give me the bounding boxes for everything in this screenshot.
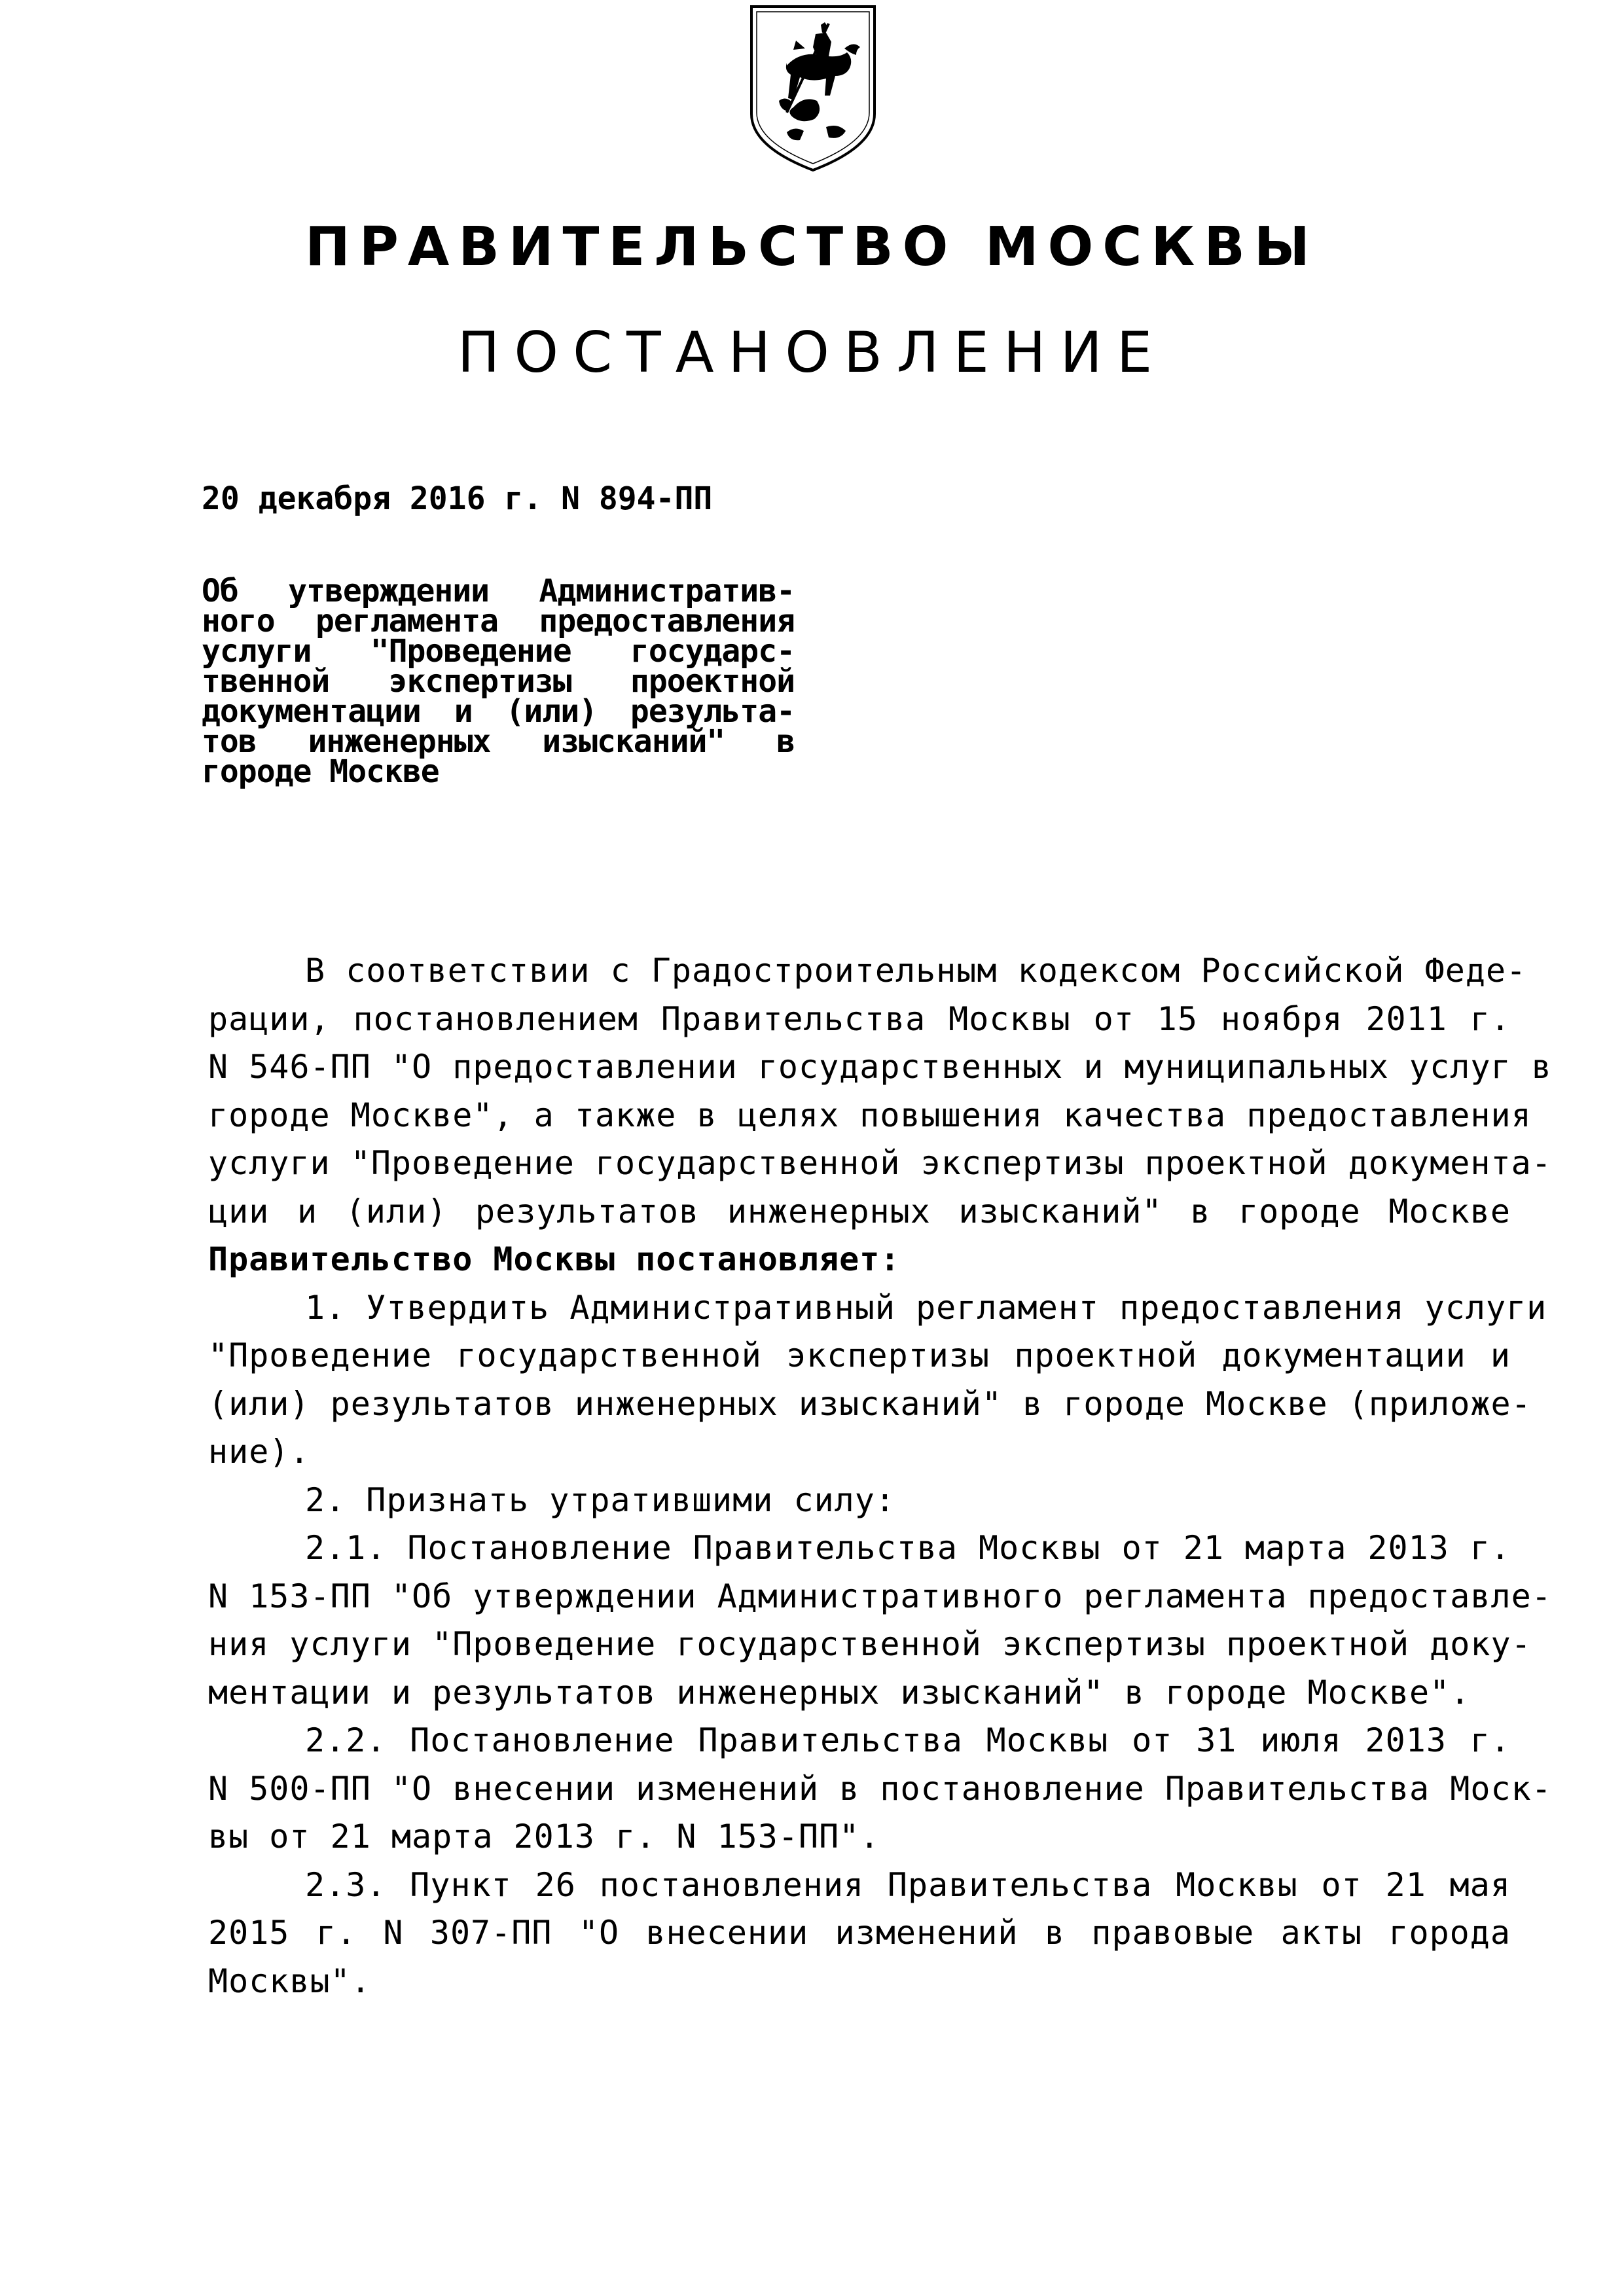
- subject-line: городе Москве: [202, 753, 439, 790]
- body-line: N 500-ПП "О внесении изменений в постановление Правительства Моск-: [208, 1769, 1552, 1808]
- subject-line: твенной экспертизы проектной: [202, 663, 795, 700]
- body-line: городе Москве", а также в целях повышения качества предоставления: [208, 1096, 1532, 1134]
- body-line: услуги "Проведение государственной экспертизы проектной документа-: [208, 1144, 1552, 1182]
- body-line: ние).: [208, 1433, 310, 1471]
- document-body: [208, 947, 1552, 2005]
- body-line: В соответствии с Градостроительным кодексом Российской Феде-: [305, 952, 1527, 990]
- body-line: (или) результатов инженерных изысканий" в городе Москве (приложе-: [208, 1384, 1532, 1423]
- body-line: рации, постановлением Правительства Москвы от 15 ноября 2011 г.: [208, 999, 1511, 1038]
- government-title: ПРАВИТЕЛЬСТВО МОСКВЫ: [305, 216, 1319, 278]
- document-type-heading: ПОСТАНОВЛЕНИЕ: [457, 320, 1167, 386]
- document-date-number: 20 декабря 2016 г. N 894-ПП: [202, 480, 713, 517]
- body-line: "Проведение государственной экспертизы проектной документации и: [208, 1336, 1511, 1374]
- body-line: ния услуги "Проведение государственной экспертизы проектной доку-: [208, 1625, 1532, 1663]
- body-line: 2. Признать утратившими силу:: [305, 1480, 895, 1519]
- subject-line: документации и (или) результа-: [202, 693, 795, 730]
- document-subject: [202, 573, 795, 790]
- body-line: ментации и результатов инженерных изысканий" в городе Москве".: [208, 1673, 1471, 1712]
- body-line: 1. Утвердить Административный регламент предоставления услуги: [305, 1288, 1547, 1327]
- subject-line: услуги "Проведение государс-: [202, 633, 795, 670]
- subject-line: Об утверждении Административ-: [202, 573, 795, 609]
- body-line: ции и (или) результатов инженерных изысканий" в городе Москве: [208, 1192, 1511, 1230]
- body-line: N 153-ПП "Об утверждении Административного регламента предоставле-: [208, 1577, 1552, 1615]
- moscow-emblem-icon: [748, 3, 878, 174]
- body-line: 2.1. Постановление Правительства Москвы от 21 марта 2013 г.: [305, 1529, 1511, 1567]
- body-line: 2.2. Постановление Правительства Москвы от 31 июля 2013 г.: [305, 1721, 1511, 1759]
- body-line: N 546-ПП "О предоставлении государственных и муниципальных услуг в: [208, 1048, 1552, 1086]
- subject-line: ного регламента предоставления: [202, 603, 795, 639]
- body-line: 2.3. Пункт 26 постановления Правительства Москвы от 21 мая: [305, 1865, 1511, 1904]
- body-line: Москвы".: [208, 1962, 371, 2000]
- body-line: вы от 21 марта 2013 г. N 153-ПП".: [208, 1818, 880, 1856]
- subject-line: тов инженерных изысканий" в: [202, 723, 795, 760]
- resolution-statement: Правительство Москвы постановляет:: [208, 1240, 901, 1278]
- body-line: 2015 г. N 307-ПП "О внесении изменений в правовые акты города: [208, 1914, 1511, 1952]
